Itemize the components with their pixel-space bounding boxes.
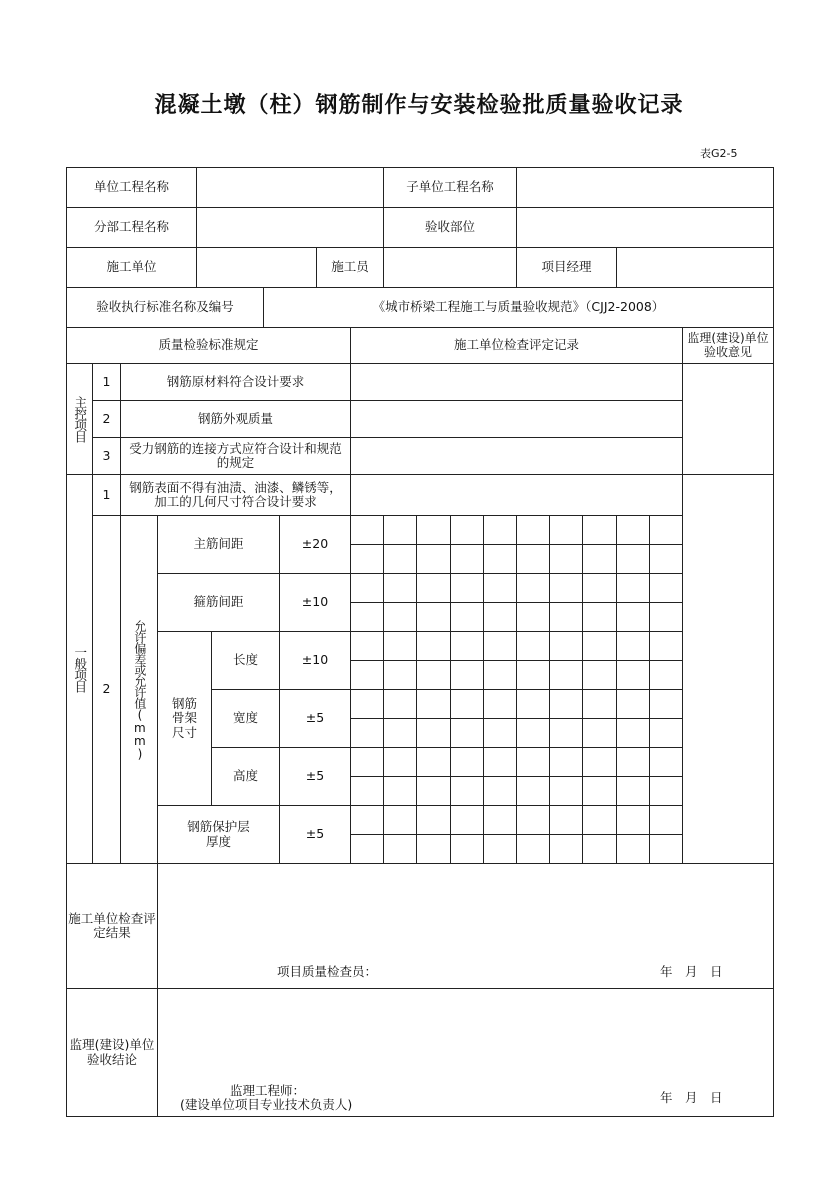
measurement-cell[interactable] [649, 776, 683, 806]
measurement-cell[interactable] [516, 631, 550, 661]
measurement-cell[interactable] [516, 718, 550, 748]
column-header-standard: 质量检验标准规定 [66, 327, 351, 364]
manager-label: 项目经理 [516, 247, 617, 288]
measurement-cell[interactable] [616, 515, 650, 545]
measurement-cell[interactable] [350, 776, 384, 806]
measurement-cell[interactable] [582, 689, 616, 719]
measurement-cell[interactable] [649, 515, 683, 545]
measurement-cell[interactable] [516, 747, 550, 777]
measurement-cell[interactable] [649, 573, 683, 603]
general-label: 一般项目 [66, 474, 93, 864]
measurement-cell[interactable] [350, 515, 384, 545]
measurement-cell[interactable] [582, 602, 616, 632]
general-item-record[interactable] [350, 474, 683, 516]
measurement-cell[interactable] [483, 834, 517, 864]
measurement-cell[interactable] [516, 834, 550, 864]
main-control-supervision-opinion[interactable] [682, 363, 774, 475]
measurement-cell[interactable] [350, 660, 384, 690]
measurement-cell[interactable] [582, 718, 616, 748]
tolerance-label: 允许偏差或允许值(mm) [120, 515, 158, 864]
measurement-cell[interactable] [549, 776, 583, 806]
measurement-cell[interactable] [350, 602, 384, 632]
measurement-cell[interactable] [383, 544, 417, 574]
measurement-cell[interactable] [483, 718, 517, 748]
measurement-cell[interactable] [450, 660, 484, 690]
tolerance-value: ±5 [279, 747, 351, 806]
measurement-cell[interactable] [549, 602, 583, 632]
measurement-cell[interactable] [549, 631, 583, 661]
tolerance-item-name: 主筋间距 [157, 515, 280, 574]
acceptance-part-label: 验收部位 [383, 207, 517, 248]
measurement-cell[interactable] [416, 805, 450, 835]
measurement-cell[interactable] [616, 834, 650, 864]
measurement-cell[interactable] [383, 689, 417, 719]
measurement-cell[interactable] [483, 747, 517, 777]
measurement-cell[interactable] [350, 834, 384, 864]
measurement-cell[interactable] [616, 805, 650, 835]
unit-project-field[interactable] [196, 167, 384, 208]
constructor-result-label: 施工单位检查评定结果 [66, 863, 158, 989]
tolerance-value: ±10 [279, 573, 351, 632]
measurement-cell[interactable] [416, 573, 450, 603]
measurement-cell[interactable] [516, 602, 550, 632]
measurement-cell[interactable] [649, 544, 683, 574]
tolerance-item-name: 高度 [211, 747, 280, 806]
measurement-cell[interactable] [516, 515, 550, 545]
measurement-cell[interactable] [383, 834, 417, 864]
measurement-cell[interactable] [450, 834, 484, 864]
measurement-cell[interactable] [616, 602, 650, 632]
tolerance-value: ±20 [279, 515, 351, 574]
main-item-no: 3 [92, 437, 121, 475]
measurement-cell[interactable] [383, 573, 417, 603]
constructor-label: 施工单位 [66, 247, 197, 288]
measurement-cell[interactable] [416, 515, 450, 545]
measurement-cell[interactable] [450, 544, 484, 574]
measurement-cell[interactable] [649, 834, 683, 864]
main-item-record[interactable] [350, 437, 683, 475]
measurement-cell[interactable] [549, 660, 583, 690]
measurement-cell[interactable] [582, 747, 616, 777]
measurement-cell[interactable] [616, 544, 650, 574]
measurement-cell[interactable] [649, 747, 683, 777]
tolerance-item-name: 箍筋间距 [157, 573, 280, 632]
measurement-cell[interactable] [516, 544, 550, 574]
measurement-cell[interactable] [549, 834, 583, 864]
measurement-cell[interactable] [416, 544, 450, 574]
measurement-cell[interactable] [350, 805, 384, 835]
measurement-cell[interactable] [616, 573, 650, 603]
measurement-cell[interactable] [350, 631, 384, 661]
measurement-cell[interactable] [516, 805, 550, 835]
measurement-cell[interactable] [516, 573, 550, 603]
main-control-label: 主控项目 [66, 363, 93, 475]
engineer-sub-label: (建设单位项目专业技术负责人) [180, 1097, 353, 1112]
measurement-cell[interactable] [450, 689, 484, 719]
measurement-cell[interactable] [416, 776, 450, 806]
measurement-cell[interactable] [649, 689, 683, 719]
measurement-cell[interactable] [350, 573, 384, 603]
main-item-text: 钢筋原材料符合设计要求 [120, 363, 351, 401]
measurement-cell[interactable] [582, 776, 616, 806]
measurement-cell[interactable] [383, 602, 417, 632]
worker-label: 施工员 [316, 247, 384, 288]
measurement-cell[interactable] [483, 515, 517, 545]
standard-value: 《城市桥梁工程施工与质量验收规范》（CJJ2-2008） [263, 287, 774, 328]
date-label: 年 月 日 [660, 1090, 723, 1105]
measurement-cell[interactable] [450, 515, 484, 545]
worker-field[interactable] [383, 247, 517, 288]
measurement-cell[interactable] [483, 544, 517, 574]
measurement-cell[interactable] [383, 718, 417, 748]
measurement-cell[interactable] [649, 631, 683, 661]
measurement-cell[interactable] [383, 776, 417, 806]
measurement-cell[interactable] [483, 660, 517, 690]
measurement-cell[interactable] [649, 602, 683, 632]
measurement-cell[interactable] [350, 718, 384, 748]
measurement-cell[interactable] [450, 805, 484, 835]
measurement-cell[interactable] [549, 515, 583, 545]
column-header-supervision: 监理(建设)单位验收意见 [682, 327, 774, 364]
constructor-field[interactable] [196, 247, 317, 288]
measurement-cell[interactable] [582, 805, 616, 835]
division-label: 分部工程名称 [66, 207, 197, 248]
date-label: 年 月 日 [660, 964, 723, 979]
page-title: 混凝土墩（柱）钢筋制作与安装检验批质量验收记录 [154, 93, 684, 118]
measurement-cell[interactable] [582, 660, 616, 690]
measurement-cell[interactable] [350, 689, 384, 719]
measurement-cell[interactable] [416, 631, 450, 661]
unit-project-label: 单位工程名称 [66, 167, 197, 208]
main-item-text: 钢筋外观质量 [120, 400, 351, 438]
measurement-cell[interactable] [350, 544, 384, 574]
measurement-cell[interactable] [582, 544, 616, 574]
measurement-cell[interactable] [582, 515, 616, 545]
measurement-cell[interactable] [483, 805, 517, 835]
measurement-cell[interactable] [616, 718, 650, 748]
measurement-cell[interactable] [582, 573, 616, 603]
measurement-cell[interactable] [383, 515, 417, 545]
measurement-cell[interactable] [582, 631, 616, 661]
column-header-record: 施工单位检查评定记录 [350, 327, 683, 364]
measurement-cell[interactable] [549, 689, 583, 719]
measurement-cell[interactable] [516, 660, 550, 690]
measurement-cell[interactable] [516, 689, 550, 719]
measurement-cell[interactable] [483, 631, 517, 661]
measurement-cell[interactable] [549, 747, 583, 777]
tolerance-item-name: 宽度 [211, 689, 280, 748]
tolerance-item-name: 长度 [211, 631, 280, 690]
main-item-no: 1 [92, 363, 121, 401]
measurement-cell[interactable] [616, 660, 650, 690]
main-item-record[interactable] [350, 400, 683, 438]
measurement-cell[interactable] [450, 573, 484, 603]
inspector-label: 项目质量检查员： [277, 964, 378, 979]
measurement-cell[interactable] [383, 805, 417, 835]
standard-label: 验收执行标准名称及编号 [66, 287, 264, 328]
acceptance-part-field[interactable] [516, 207, 774, 248]
measurement-cell[interactable] [450, 718, 484, 748]
measurement-cell[interactable] [450, 602, 484, 632]
general-item-text: 钢筋表面不得有油渍、油漆、鳞锈等，加工的几何尺寸符合设计要求 [120, 474, 351, 516]
measurement-cell[interactable] [649, 718, 683, 748]
frame-size-label: 钢筋骨架尺寸 [157, 631, 212, 806]
measurement-cell[interactable] [416, 602, 450, 632]
measurement-cell[interactable] [350, 747, 384, 777]
manager-field[interactable] [616, 247, 774, 288]
measurement-cell[interactable] [549, 718, 583, 748]
tolerance-value: ±10 [279, 631, 351, 690]
measurement-cell[interactable] [416, 660, 450, 690]
measurement-cell[interactable] [616, 689, 650, 719]
measurement-cell[interactable] [483, 573, 517, 603]
measurement-cell[interactable] [450, 776, 484, 806]
measurement-cell[interactable] [483, 689, 517, 719]
engineer-label: 监理工程师： [230, 1083, 306, 1098]
tolerance-value: ±5 [279, 805, 351, 864]
division-field[interactable] [196, 207, 384, 248]
measurement-cell[interactable] [549, 544, 583, 574]
sub-unit-project-label: 子单位工程名称 [383, 167, 517, 208]
measurement-cell[interactable] [383, 631, 417, 661]
general-item-no: 2 [92, 515, 121, 864]
measurement-cell[interactable] [383, 747, 417, 777]
measurement-cell[interactable] [416, 718, 450, 748]
measurement-cell[interactable] [649, 660, 683, 690]
form-number: 表G2-5 [700, 147, 738, 160]
main-item-no: 2 [92, 400, 121, 438]
general-item-no: 1 [92, 474, 121, 516]
measurement-cell[interactable] [549, 573, 583, 603]
measurement-cell[interactable] [483, 602, 517, 632]
measurement-cell[interactable] [450, 631, 484, 661]
measurement-cell[interactable] [516, 776, 550, 806]
measurement-cell[interactable] [616, 631, 650, 661]
measurement-cell[interactable] [416, 747, 450, 777]
measurement-cell[interactable] [549, 805, 583, 835]
tolerance-value: ±5 [279, 689, 351, 748]
measurement-cell[interactable] [416, 689, 450, 719]
measurement-cell[interactable] [649, 805, 683, 835]
measurement-cell[interactable] [616, 747, 650, 777]
measurement-cell[interactable] [416, 834, 450, 864]
measurement-cell[interactable] [483, 776, 517, 806]
measurement-cell[interactable] [616, 776, 650, 806]
measurement-cell[interactable] [450, 747, 484, 777]
general-supervision-opinion[interactable] [682, 474, 774, 864]
measurement-cell[interactable] [582, 834, 616, 864]
main-item-text: 受力钢筋的连接方式应符合设计和规范的规定 [120, 437, 351, 475]
supervision-result-label: 监理(建设)单位验收结论 [66, 988, 158, 1117]
tolerance-item-name: 钢筋保护层厚度 [157, 805, 280, 864]
measurement-cell[interactable] [383, 660, 417, 690]
sub-unit-project-field[interactable] [516, 167, 774, 208]
main-item-record[interactable] [350, 363, 683, 401]
